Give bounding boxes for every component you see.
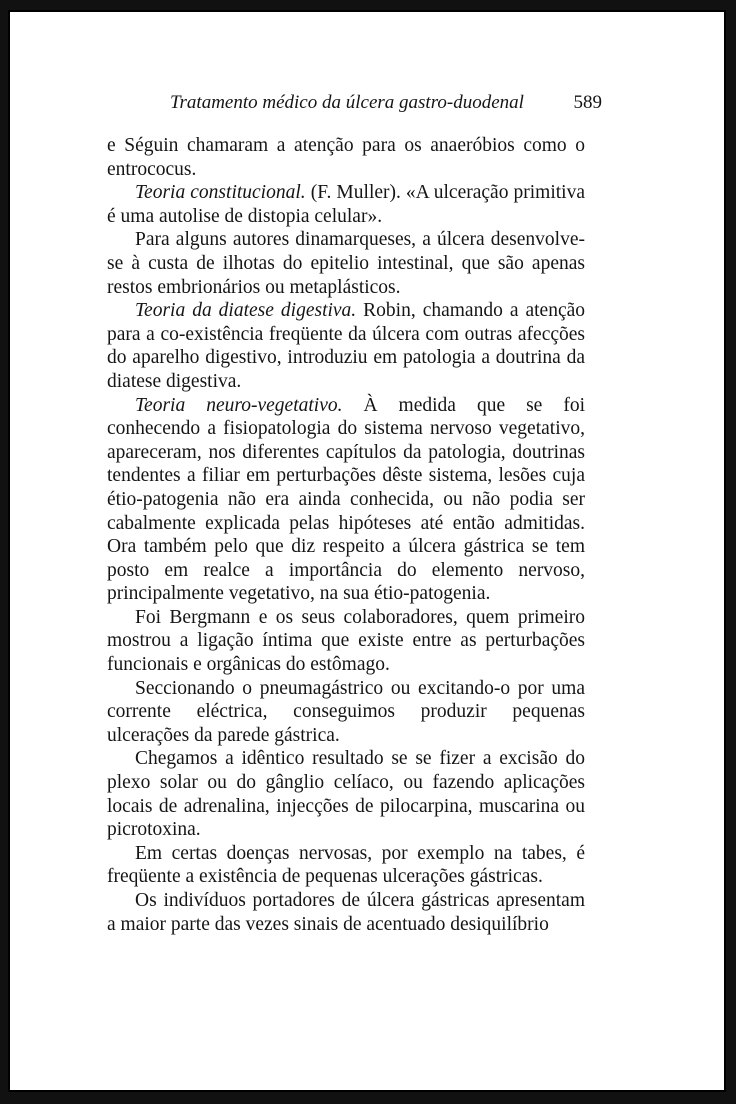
paragraph-text: Seccionando o pneumagástrico ou excitando-o por uma corrente eléctrica, conseguimos produzir pequenas ulcerações da parede gástrica. xyxy=(107,677,585,746)
paragraph-text: À medida que se foi conhecendo a fisiopatologia do sistema nervoso vegetativo, apareceram, nos diferentes capítulos da patologia, doutrinas tendentes a filiar em perturbações dêste sistema, lesões cuja étio-patogenia não era ainda conhecida, ou não podia ser cabalmente explicada pelas hipóteses até então admitidas. Ora também pelo que diz respeito a úlcera gástrica se tem posto em realce a importância do elemento nervoso, principalmente vegetativo, na sua étio-patogenia. xyxy=(107,394,585,605)
paragraph-text: Robin, chamando a atenção para a co-existência freqüente da úlcera com outras afecções do aparelho digestivo, introduziu em patologia a doutrina da diatese digestiva. xyxy=(107,300,585,392)
book-page xyxy=(8,10,726,1092)
running-header xyxy=(170,92,602,122)
page-number: 589 xyxy=(573,92,602,113)
section-heading: Teoria da diatese digestiva. xyxy=(135,300,357,322)
paragraph-2 xyxy=(107,181,585,228)
paragraph-8 xyxy=(107,747,585,841)
paragraph-text: Em certas doenças nervosas, por exemplo na tabes, é freqüente a existência de pequenas ulcerações gástricas. xyxy=(107,842,585,888)
section-heading: Teoria neuro-vegetativo. xyxy=(135,394,343,416)
paragraph-1 xyxy=(107,134,585,181)
paragraph-text: Chegamos a idêntico resultado se se fizer a excisão do plexo solar ou do gânglio celíaco, ou fazendo aplicações locais de adrenalina, injecções de pilocarpina, muscarina ou picrotoxina. xyxy=(107,748,585,841)
paragraph-text: Para alguns autores dinamarqueses, a úlcera desenvolve-se à custa de ilhotas do epitelio intestinal, que são apenas restos embrionários ou metaplásticos. xyxy=(107,229,585,298)
paragraph-4 xyxy=(107,299,585,393)
running-title: Tratamento médico da úlcera gastro-duodenal xyxy=(170,92,524,113)
paragraph-text: Os indivíduos portadores de úlcera gástricas apresentam a maior parte das vezes sinais de acentuado desiquilíbrio xyxy=(107,890,585,935)
paragraph-3 xyxy=(107,228,585,299)
paragraph-text: e Séguin chamaram a atenção para os anaeróbios como o entrococus. xyxy=(107,135,585,180)
paragraph-5 xyxy=(107,394,585,606)
body-text xyxy=(107,134,585,936)
paragraph-text: Foi Bergmann e os seus colaboradores, quem primeiro mostrou a ligação íntima que existe entre as perturbações funcionais e orgânicas do estômago. xyxy=(107,606,585,676)
paragraph-9 xyxy=(107,842,585,889)
paragraph-6 xyxy=(107,606,585,677)
paragraph-10 xyxy=(107,889,585,936)
section-heading: Teoria constitucional. xyxy=(135,182,306,204)
paragraph-text: (F. Muller). «A ulceração primitiva é uma autolise de distopia celular». xyxy=(107,182,585,227)
paragraph-7 xyxy=(107,677,585,748)
